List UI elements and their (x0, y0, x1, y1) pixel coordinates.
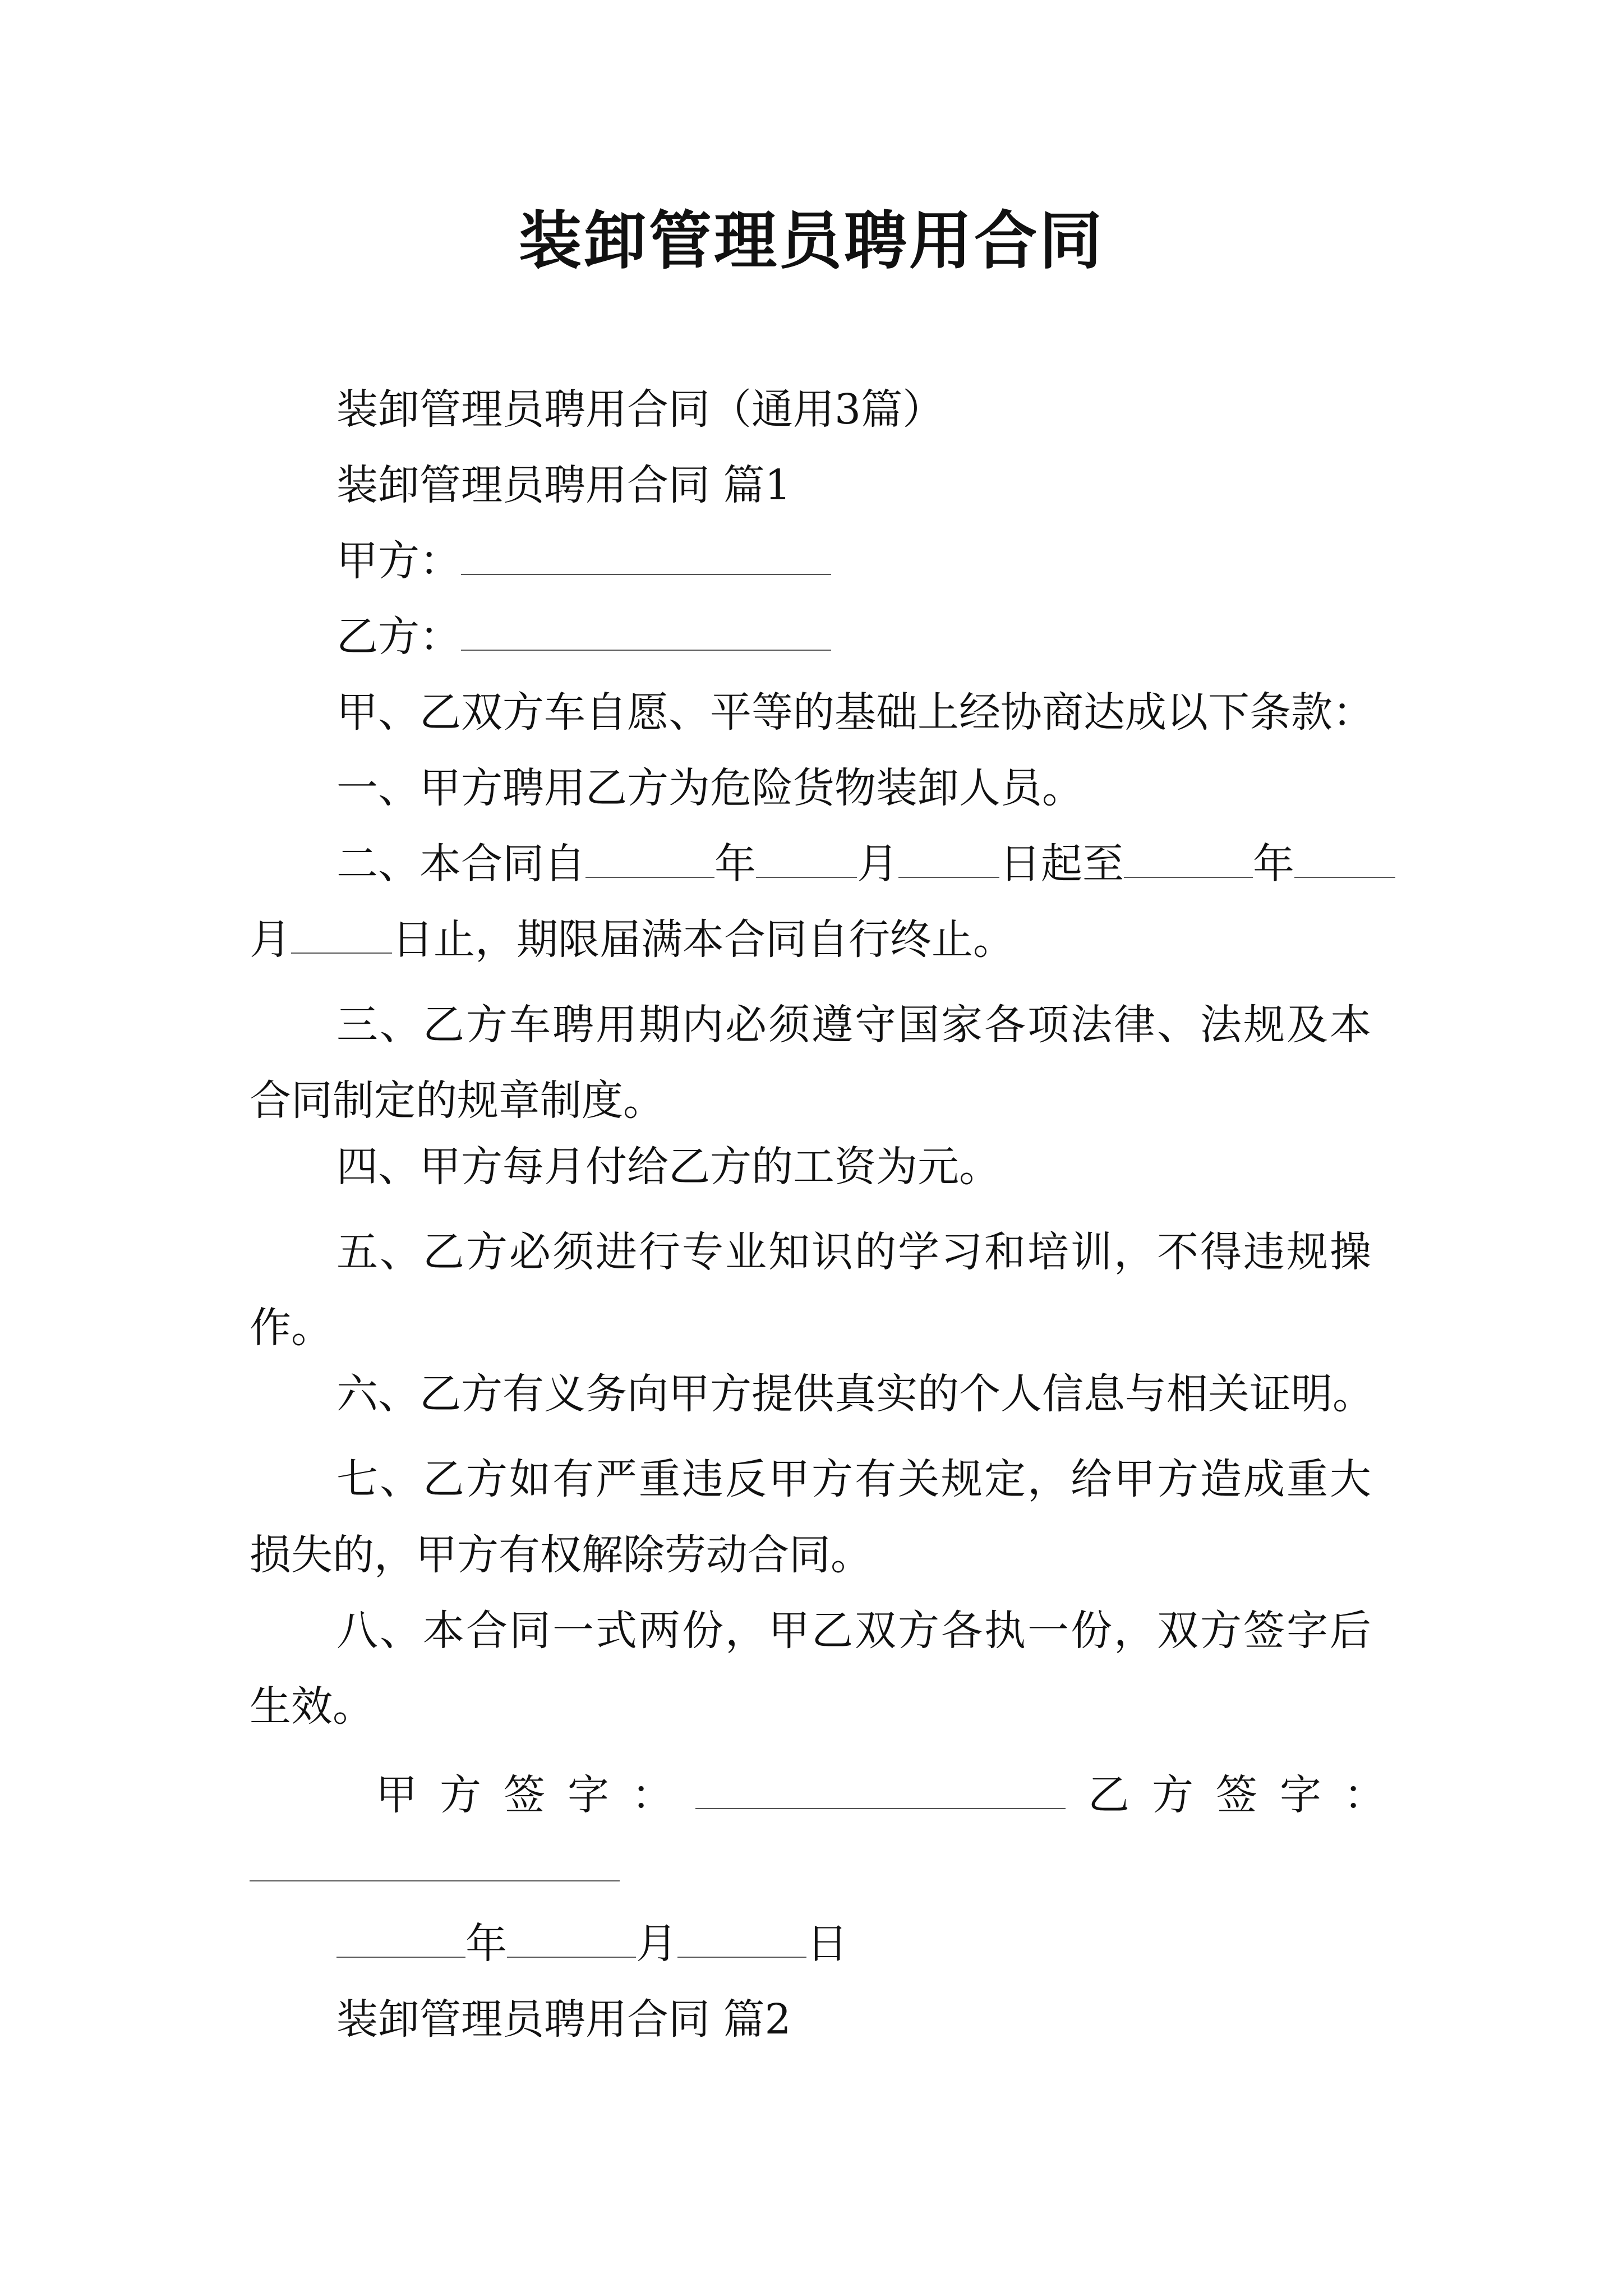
party-b-blank (461, 610, 831, 651)
sign-a-label: 甲方签字： (376, 1771, 695, 1819)
clause-2-line1 (336, 836, 1395, 892)
clause-2-month2: 月 (250, 915, 291, 964)
document-subtitle: 装卸管理员聘用合同（通用3篇） (336, 385, 944, 434)
clause-4: 四、甲方每月付给乙方的工资为元。 (336, 1143, 1000, 1191)
date-day-blank (677, 1917, 806, 1958)
section2-heading: 装卸管理员聘用合同 篇2 (336, 1995, 791, 2044)
clause-2-day2-blank (291, 913, 392, 954)
section1-heading: 装卸管理员聘用合同 篇1 (336, 461, 791, 509)
date-month-blank (507, 1917, 636, 1958)
clause-7: 七、乙方如有严重违反甲方有关规定，给甲方造成重大损失的，甲方有权解除劳动合同。 (250, 1455, 1371, 1579)
date-day: 日 (806, 1920, 848, 1968)
clause-2-year-blank (585, 838, 714, 878)
party-a-line (336, 533, 831, 589)
signature-row (376, 1767, 1408, 1823)
intro-text: 甲、乙双方车自愿、平等的基础上经协商达成以下条款： (336, 688, 1374, 737)
clause-2-year2-blank (1124, 838, 1253, 878)
document-title: 装卸管理员聘用合同 (519, 204, 1104, 278)
clause-3: 三、乙方车聘用期内必须遵守国家各项法律、法规及本合同制定的规章制度。 (250, 1001, 1371, 1125)
clause-2-prefix: 二、本合同自 (336, 840, 585, 888)
clause-5: 五、乙方必须进行专业知识的学习和培训，不得违规操作。 (250, 1228, 1371, 1352)
date-month: 月 (636, 1920, 677, 1968)
party-a-blank (461, 535, 831, 575)
clause-2-month2-blank (1294, 838, 1395, 878)
clause-2-year2: 年 (1253, 840, 1294, 888)
clause-2-day-blank (898, 838, 999, 878)
clause-1: 一、甲方聘用乙方为危险货物装卸人员。 (336, 764, 1083, 812)
sign-b-blank (250, 1880, 620, 1881)
clause-2-line2 (250, 912, 1015, 968)
clause-2-month: 月 (857, 840, 898, 888)
date-line (336, 1916, 848, 1972)
party-b-label: 乙方： (336, 613, 461, 661)
clause-8: 八、本合同一式两份，甲乙双方各执一份，双方签字后生效。 (250, 1607, 1371, 1731)
date-year: 年 (465, 1920, 507, 1968)
clause-2-year: 年 (714, 840, 756, 888)
clause-2-suffix: 日止，期限届满本合同自行终止。 (392, 915, 1015, 964)
party-b-line (336, 609, 831, 665)
party-a-label: 甲方： (336, 537, 461, 585)
clause-2-month-blank (756, 838, 857, 878)
sign-b-label: 乙方签字： (1088, 1771, 1408, 1819)
sign-a-blank (695, 1769, 1066, 1809)
clause-6: 六、乙方有义务向甲方提供真实的个人信息与相关证明。 (336, 1370, 1374, 1418)
date-year-blank (336, 1917, 465, 1958)
clause-2-day-to: 日起至 (999, 840, 1124, 888)
